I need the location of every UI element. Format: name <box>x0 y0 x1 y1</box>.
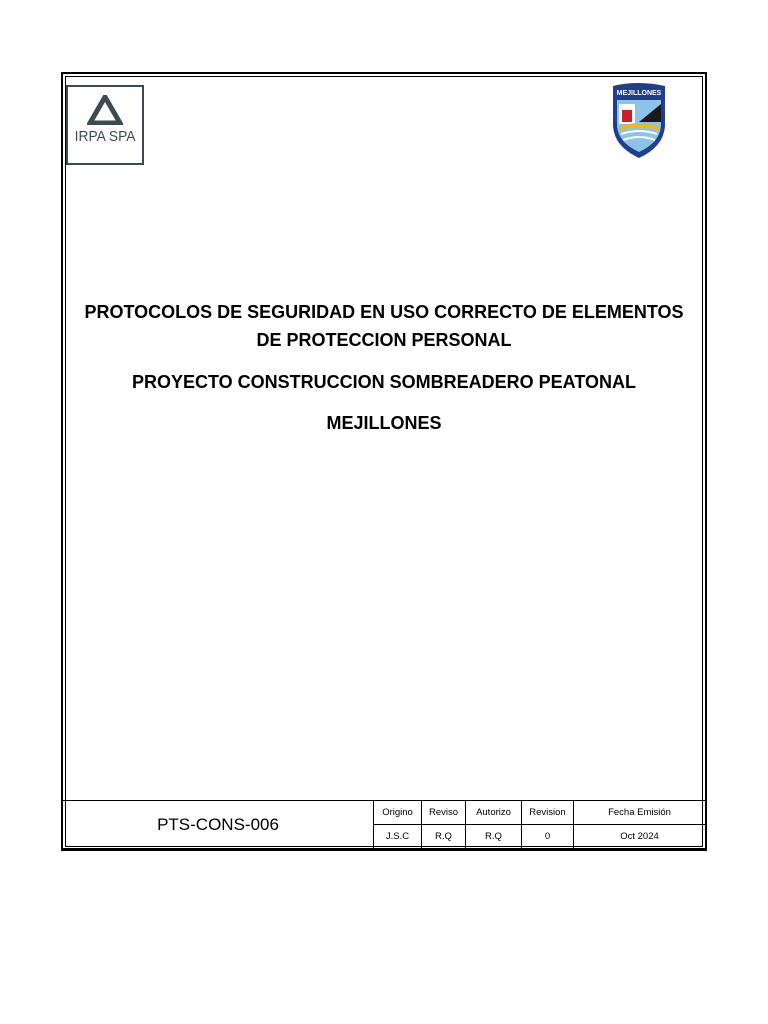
header-autorizo: Autorizo <box>466 801 522 825</box>
mejillones-shield-icon <box>609 80 669 160</box>
value-revision: 0 <box>522 825 574 849</box>
mejillones-logo-text: MEJILLONES <box>616 90 662 97</box>
header-origino: Origino <box>374 801 422 825</box>
title-line-1: PROTOCOLOS DE SEGURIDAD EN USO CORRECTO DE ELEMENTOS <box>84 302 684 322</box>
title-line-3: PROYECTO CONSTRUCCION SOMBREADERO PEATONAL <box>131 372 637 392</box>
header-revision: Revision <box>522 801 574 825</box>
title-line-2: DE PROTECCION PERSONAL <box>256 330 512 350</box>
header-reviso: Reviso <box>422 801 466 825</box>
page-frame <box>61 72 707 851</box>
header-fecha-emision: Fecha Emisión <box>574 801 706 825</box>
irpa-triangle-icon <box>87 95 123 125</box>
value-reviso: R.Q <box>422 825 466 849</box>
document-title <box>70 298 698 437</box>
value-autorizo: R.Q <box>466 825 522 849</box>
value-origino: J.S.C <box>374 825 422 849</box>
title-line-4: MEJILLONES <box>326 413 442 433</box>
document-control-table <box>63 800 706 849</box>
document-code: PTS-CONS-006 <box>63 801 374 849</box>
irpa-logo-text: IRPA SPA <box>74 128 136 145</box>
irpa-logo <box>66 85 144 165</box>
value-fecha-emision: Oct 2024 <box>574 825 706 849</box>
